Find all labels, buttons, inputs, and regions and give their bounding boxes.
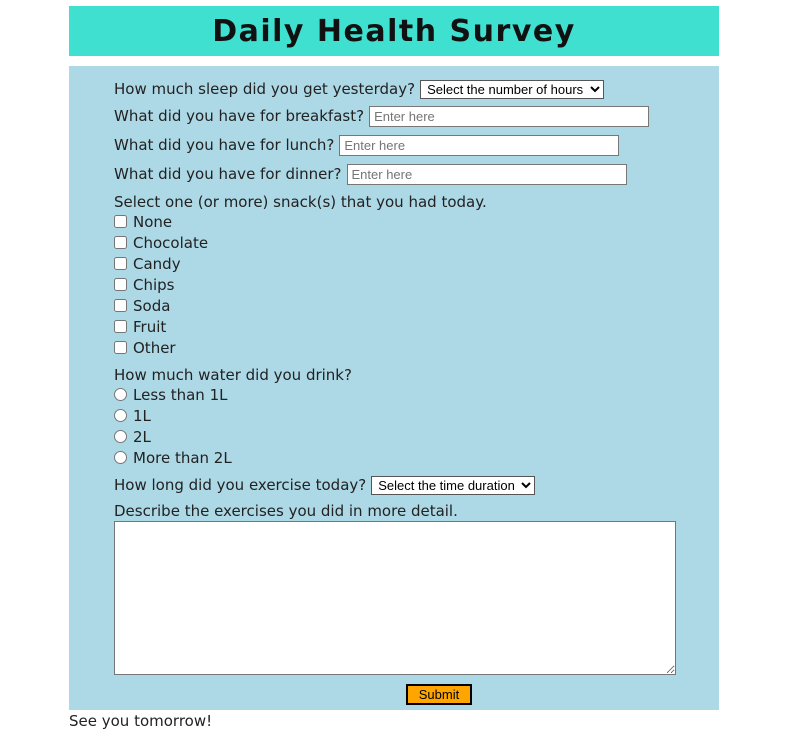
snack-checkbox-fruit[interactable] [114, 320, 127, 333]
footer-message: See you tomorrow! [69, 712, 213, 730]
snacks-row [114, 191, 487, 212]
water-label-more-2l: More than 2L [133, 448, 232, 467]
breakfast-row [114, 104, 649, 128]
water-label-1l: 1L [133, 406, 151, 425]
sleep-row [114, 78, 604, 100]
sleep-label: How much sleep did you get yesterday? [114, 80, 416, 98]
dinner-label: What did you have for dinner? [114, 165, 342, 183]
snack-option-other[interactable] [114, 337, 176, 358]
water-option-2l[interactable] [114, 426, 151, 447]
snack-option-fruit[interactable] [114, 316, 166, 337]
lunch-row [114, 133, 619, 157]
snack-label-none: None [133, 212, 173, 231]
snack-option-candy[interactable] [114, 253, 181, 274]
water-label: How much water did you drink? [114, 365, 352, 384]
water-radio-more-2l[interactable] [114, 451, 127, 464]
snack-label-soda: Soda [133, 296, 171, 315]
water-option-1l[interactable] [114, 405, 151, 426]
snack-option-chocolate[interactable] [114, 232, 208, 253]
lunch-input[interactable] [339, 135, 619, 156]
snack-option-soda[interactable] [114, 295, 170, 316]
details-row [114, 501, 458, 521]
snack-label-fruit: Fruit [133, 317, 167, 336]
water-radio-less-1l[interactable] [114, 388, 127, 401]
exercise-duration-select[interactable] [371, 476, 535, 495]
water-option-more-2l[interactable] [114, 447, 232, 468]
water-radio-1l[interactable] [114, 409, 127, 422]
exercise-label: How long did you exercise today? [114, 476, 367, 494]
snack-checkbox-candy[interactable] [114, 257, 127, 270]
snack-checkbox-chocolate[interactable] [114, 236, 127, 249]
dinner-row [114, 162, 627, 186]
snack-checkbox-chips[interactable] [114, 278, 127, 291]
page-header [69, 6, 719, 56]
snack-label-candy: Candy [133, 254, 181, 273]
exercise-details-textarea[interactable] [114, 521, 676, 675]
breakfast-label: What did you have for breakfast? [114, 107, 365, 125]
water-radio-2l[interactable] [114, 430, 127, 443]
snack-checkbox-none[interactable] [114, 215, 127, 228]
dinner-input[interactable] [347, 164, 627, 185]
snacks-label: Select one (or more) snack(s) that you had today. [114, 192, 487, 211]
snack-option-none[interactable] [114, 211, 172, 232]
details-label: Describe the exercises you did in more detail. [114, 502, 458, 520]
survey-form [69, 66, 719, 710]
breakfast-input[interactable] [369, 106, 649, 127]
page-title: Daily Health Survey [212, 13, 576, 49]
sleep-hours-select[interactable] [420, 80, 604, 99]
exercise-row [114, 474, 535, 496]
water-label-2l: 2L [133, 427, 151, 446]
snack-label-chips: Chips [133, 275, 175, 294]
water-label-less-1l: Less than 1L [133, 385, 228, 404]
snack-label-chocolate: Chocolate [133, 233, 209, 252]
snack-label-other: Other [133, 338, 176, 357]
snack-checkbox-other[interactable] [114, 341, 127, 354]
submit-button[interactable]: Submit [406, 684, 472, 705]
lunch-label: What did you have for lunch? [114, 136, 335, 154]
water-option-less-1l[interactable] [114, 384, 227, 405]
water-row [114, 364, 352, 385]
snack-option-chips[interactable] [114, 274, 174, 295]
snack-checkbox-soda[interactable] [114, 299, 127, 312]
